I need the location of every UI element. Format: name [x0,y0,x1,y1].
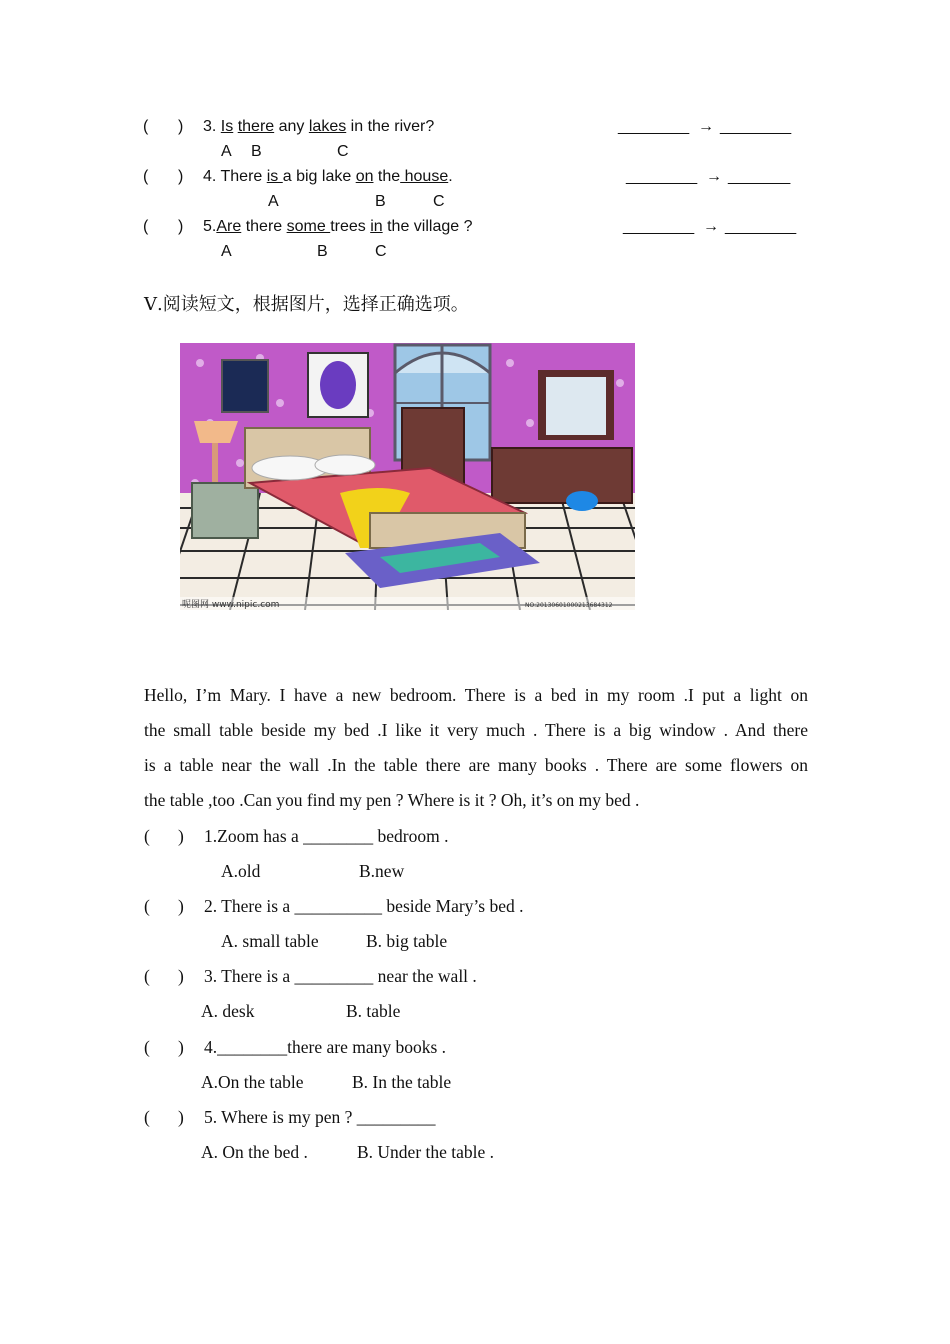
passage-line: the small table beside my bed .I like it very much . There is a big window . And there [144,720,808,740]
passage-line: is a table near the wall .In the table there are many books . There are some flowers on [144,755,808,775]
letter-a: A [221,243,232,260]
answer-paren-close: ) [178,966,184,986]
option-a[interactable]: A. desk [201,1001,255,1021]
answer-paren-open: ( [144,966,150,986]
answer-paren-close: ) [178,826,184,846]
correction-blank-wrong[interactable]: ________ [623,218,695,235]
answer-paren-close: ) [178,1037,184,1057]
answer-paren-open: ( [143,118,149,135]
item-sentence: 3. Is there any lakes in the river? [203,118,435,135]
option-a[interactable]: A. On the bed . [201,1142,308,1162]
nightstand [192,483,258,538]
letter-c: C [433,193,445,210]
letter-c: C [337,143,349,160]
question-stem: 2. There is a __________ beside Mary’s bed . [204,896,524,916]
item-sentence: 5.Are there some trees in the village ? [203,218,473,235]
question-stem: 3. There is a _________ near the wall . [204,966,477,986]
answer-paren-close: ) [178,168,184,185]
option-b[interactable]: B. In the table [352,1072,452,1092]
section-title: Ⅴ.阅读短文，根据图片，选择正确选项。 [144,294,469,315]
answer-paren-open: ( [144,826,150,846]
letter-a: A [268,193,279,210]
answer-paren-open: ( [144,1037,150,1057]
image-code: NO:20130601000213684312 [525,602,613,609]
option-b[interactable]: B. big table [366,931,448,951]
arrow-icon: → [706,168,722,185]
answer-paren-open: ( [143,218,149,235]
option-b[interactable]: B.new [359,861,405,881]
option-b[interactable]: B. table [346,1001,401,1021]
correction-blank-wrong[interactable]: ________ [618,118,690,135]
passage-line: Hello, I’m Mary. I have a new bedroom. There is a bed in my room .I put a light on [144,685,808,705]
question-stem: 5. Where is my pen ? _________ [204,1107,436,1127]
option-b[interactable]: B. Under the table . [357,1142,495,1162]
answer-paren-close: ) [178,218,184,235]
option-a[interactable]: A. small table [221,931,319,951]
question-stem: 4.________there are many books . [204,1037,447,1057]
arrow-icon: → [703,218,719,235]
letter-b: B [251,143,262,160]
correction-blank-right[interactable]: ________ [725,218,797,235]
letter-a: A [221,143,232,160]
item-sentence: 4. There is a big lake on the house. [203,168,453,185]
letter-c: C [375,243,387,260]
answer-paren-open: ( [143,168,149,185]
letter-b: B [317,243,328,260]
correction-blank-right[interactable]: _______ [728,168,791,185]
watermark: 呢图网 www.nipic.com [182,600,280,610]
wall-picture [222,360,268,412]
letter-b: B [375,193,386,210]
answer-paren-close: ) [178,1107,184,1127]
correction-blank-wrong[interactable]: ________ [626,168,698,185]
answer-paren-open: ( [144,896,150,916]
passage-line: the table ,too .Can you find my pen ? Where is it ? Oh, it’s on my bed . [144,790,640,810]
answer-paren-close: ) [178,896,184,916]
answer-paren-close: ) [178,118,184,135]
basin [566,491,598,511]
dresser [492,448,632,503]
arrow-icon: → [698,118,714,135]
correction-blank-right[interactable]: ________ [720,118,792,135]
option-a[interactable]: A.On the table [201,1072,304,1092]
reading-passage [144,678,808,818]
answer-paren-open: ( [144,1107,150,1127]
bedroom-picture [180,343,635,610]
option-a[interactable]: A.old [221,861,261,881]
question-stem: 1.Zoom has a ________ bedroom . [204,826,449,846]
